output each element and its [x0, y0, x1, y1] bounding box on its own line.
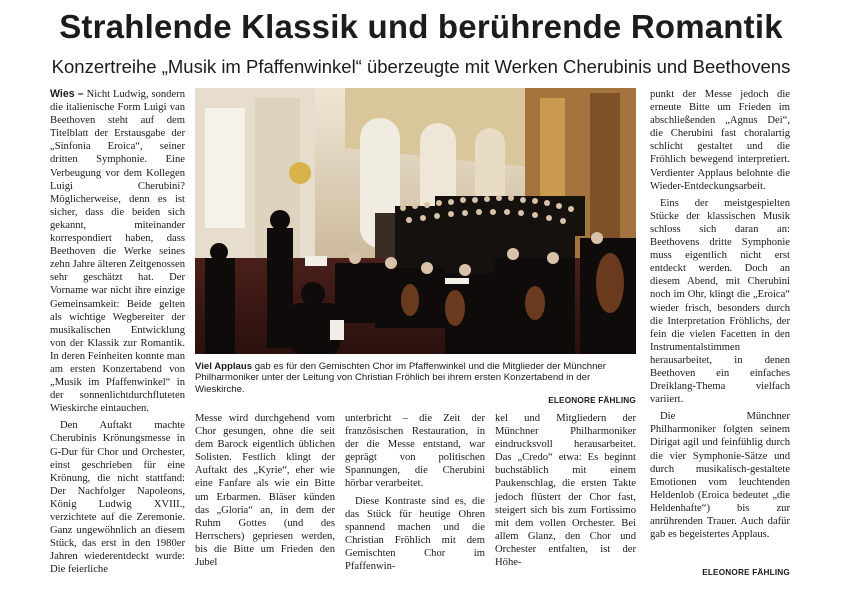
concert-photo [195, 88, 636, 354]
paragraph: Den Auftakt machte Cherubinis Krönungsmesse in G-Dur für Chor und Orchester, einst geschrieben für eine Krönung, die nicht stattfand: Der Nachfolger Napoleons, König Ludwig XVIII., verzichtete auf die Zeremonie. Ganz ungewöhnlich an diesem Stück, das erst in den 1980er Jahren wiederentdeckt wurde: Die feierliche [50, 420, 185, 576]
paragraph [50, 88, 185, 415]
paragraph: kel und Mitgliedern der Münchner Philharmoniker eindrucksvoll herausarbeitet. Das „Credo“ etwa: Es beginnt buchstäblich mit einem Paukenschlag, die ersten Takte jedoch flüstert der Chor fast, steigert sich bis zum Fortissimo mit dem vollen Orchester. Bei allem Glanz, den Chor und Orchester entfalten, ist der Höhe- [495, 413, 636, 569]
column-5 [650, 88, 790, 541]
subheadline: Konzertreihe „Musik im Pfaffenwinkel“ überzeugte mit Werken Cherubinis und Beethovens [51, 56, 791, 77]
author-byline: ELEONORE FÄHLING [702, 568, 790, 577]
dateline: Wies – [50, 88, 84, 100]
paragraph: Diese Kontraste sind es, die das Stück für heutige Ohren spannend machen und die Christian Fröhlich mit dem Gemischten Chor im Pfaffenwin- [345, 495, 485, 573]
column-3 [345, 412, 485, 573]
column-2 [195, 412, 335, 569]
caption-text: gab es für den Gemischten Chor im Pfaffenwinkel und die Mitglieder der Münchner Philharmoniker unter der Leitung von Christian Fröhlich bei ihrem ersten Konzertabend in der Wieskirche. [195, 361, 606, 395]
paragraph: Die Münchner Philharmoniker folgten seinem Dirigat agil und feinfühlig durch die vier Symphonie-Sätze und durch musikalisch-gestaltete Emotionen vom leuchtenden Heldenlob (Eroica bedeutet „die Heldenhafte“) bis zur anrührenden Trauer. Auch dafür gab es begeistertes Applaus. [650, 411, 790, 541]
column-4 [495, 412, 636, 569]
paragraph: punkt der Messe jedoch die erneute Bitte um Frieden im abschließenden „Agnus Dei“, die Cherubini fast choralartig schlicht gestaltet und die Fröhlich bewegend interpretiert. Verdienter Applaus belohnte die Wieder-Entdeckungsarbeit. [650, 89, 790, 192]
caption-lead: Viel Applaus [195, 361, 253, 372]
photo-credit: ELEONORE FÄHLING [548, 396, 636, 405]
paragraph: Messe wird durchgehend vom Chor gesungen, ohne die seit dem Barock eigentlich üblichen Solisten. Festlich klingt der Auftakt des „Kyrie“, eher wie eine Fanfare als wie ein Bitte um Erbarmen. Bläser künden das „Gloria“ an, in dem der Ruhm Gottes (und des Herrschers) gepriesen werden, bis die Bitte um Frieden den Jubel [195, 413, 335, 569]
paragraph: unterbricht – die Zeit der französischen Restauration, in der die Messe entstand, war geprägt von politischen Spannungen, die Cherubini hörbar verarbeitet. [345, 413, 485, 490]
paragraph-text: Nicht Ludwig, sondern die italienische Form Luigi van Beethoven steht auf dem Titelblatt der Erstausgabe der „Sinfonia Eroica“, seiner dritten Symphonie. Eine Verbeugung vor dem Kollegen Luigi Cherubini? Möglicherweise, denn es ist sicher, dass die beiden sich gekannt, miteinander korrespondiert haben, dass Beethoven die Werke seines zehn Jahre älteren Zeitgenossen sehr geschätzt hat. Der Vorname war nicht ihre einzige Gemeinsamkeit: Beide gelten als wichtige Wegbereiter der musikalischen Entwicklung von der Klassik zur Romantik. In deren Feinheiten konnte man am ersten Konzertabend von „Musik im Pfaffenwinkel“ in der sonnenlichtdurchfluteten Wieskirche eintauchen. [50, 89, 186, 415]
concert-photo-image [195, 88, 636, 354]
headline: Strahlende Klassik und berührende Romantik [59, 8, 783, 45]
paragraph: Eins der meistgespielten Stücke der klassischen Musik schloss sich daran an: Beethovens dritte Symphonie muss eigentlich nicht erst entdeckt werden. Doch an diesem Abend, mit Cherubini noch im Ohr, klingt die „Eroica“ wieder frisch, besonders durch die Interpretation Fröhlichs, der fein die vielen Facetten in den Instrumentalstimmen herausarbeitet, in denen Beethoven ein einfaches Dreiklang-Thema vielfach variiert. [650, 197, 790, 406]
column-1 [50, 88, 185, 576]
photo-caption [195, 361, 636, 395]
